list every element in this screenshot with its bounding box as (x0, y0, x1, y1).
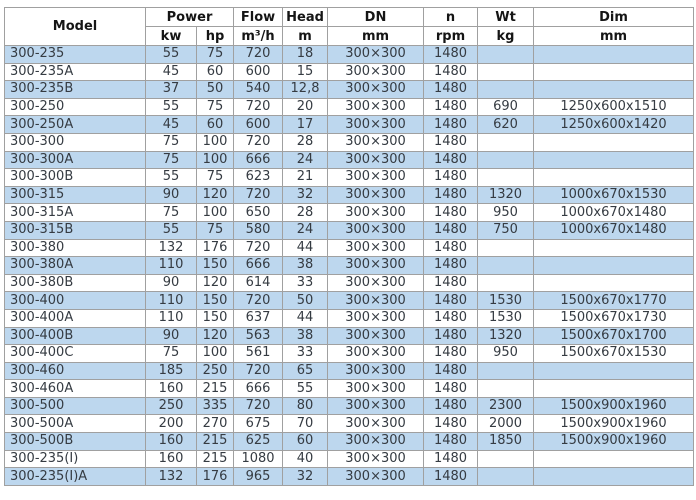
table-row (5, 133, 694, 151)
cell-rpm: 1480 (424, 450, 478, 468)
header-n: n (424, 8, 478, 27)
table-row (5, 221, 694, 239)
cell-power-kw: 250 (146, 397, 197, 415)
cell-model: 300-235 (5, 46, 146, 64)
cell-dim (534, 468, 694, 486)
cell-head: 15 (283, 63, 328, 81)
cell-wt (478, 81, 534, 99)
cell-dn: 300×300 (328, 81, 424, 99)
cell-dim (534, 239, 694, 257)
cell-wt: 1320 (478, 327, 534, 345)
cell-head: 17 (283, 116, 328, 134)
cell-model: 300-400A (5, 309, 146, 327)
cell-power-hp: 75 (197, 169, 234, 187)
cell-rpm: 1480 (424, 133, 478, 151)
cell-dn: 300×300 (328, 380, 424, 398)
cell-power-hp: 100 (197, 133, 234, 151)
cell-head: 18 (283, 46, 328, 64)
cell-dim (534, 362, 694, 380)
cell-rpm: 1480 (424, 327, 478, 345)
cell-wt (478, 468, 534, 486)
cell-power-hp: 120 (197, 327, 234, 345)
table-row (5, 116, 694, 134)
header-flow-unit: m³/h (234, 27, 283, 46)
cell-dim (534, 151, 694, 169)
cell-power-kw: 37 (146, 81, 197, 99)
table-row (5, 274, 694, 292)
cell-power-hp: 100 (197, 345, 234, 363)
cell-dim: 1000x670x1530 (534, 186, 694, 204)
cell-head: 40 (283, 450, 328, 468)
cell-power-kw: 90 (146, 274, 197, 292)
cell-wt: 620 (478, 116, 534, 134)
cell-flow: 637 (234, 309, 283, 327)
cell-flow: 720 (234, 292, 283, 310)
cell-power-hp: 75 (197, 46, 234, 64)
cell-head: 24 (283, 151, 328, 169)
cell-wt: 750 (478, 221, 534, 239)
table-row (5, 450, 694, 468)
table-row (5, 204, 694, 222)
cell-power-kw: 185 (146, 362, 197, 380)
header-power-hp: hp (197, 27, 234, 46)
cell-rpm: 1480 (424, 63, 478, 81)
cell-wt (478, 151, 534, 169)
cell-rpm: 1480 (424, 415, 478, 433)
cell-head: 44 (283, 239, 328, 257)
cell-model: 300-460 (5, 362, 146, 380)
cell-model: 300-235(I)A (5, 468, 146, 486)
cell-head: 21 (283, 169, 328, 187)
cell-model: 300-400 (5, 292, 146, 310)
cell-model: 300-315A (5, 204, 146, 222)
cell-flow: 720 (234, 46, 283, 64)
cell-wt (478, 450, 534, 468)
cell-wt (478, 46, 534, 64)
table-row (5, 397, 694, 415)
cell-wt: 950 (478, 204, 534, 222)
cell-power-kw: 160 (146, 450, 197, 468)
cell-power-kw: 90 (146, 186, 197, 204)
cell-power-hp: 50 (197, 81, 234, 99)
cell-power-kw: 55 (146, 221, 197, 239)
cell-dn: 300×300 (328, 257, 424, 275)
cell-dim: 1500x900x1960 (534, 415, 694, 433)
cell-dim: 1000x670x1480 (534, 204, 694, 222)
cell-head: 38 (283, 257, 328, 275)
cell-power-kw: 55 (146, 169, 197, 187)
table-row (5, 345, 694, 363)
header-dn-unit: mm (328, 27, 424, 46)
header-dn: DN (328, 8, 424, 27)
cell-rpm: 1480 (424, 274, 478, 292)
cell-flow: 666 (234, 151, 283, 169)
cell-power-kw: 160 (146, 380, 197, 398)
table-row (5, 169, 694, 187)
table-row (5, 380, 694, 398)
cell-power-hp: 60 (197, 116, 234, 134)
cell-head: 80 (283, 397, 328, 415)
cell-rpm: 1480 (424, 46, 478, 64)
cell-power-kw: 55 (146, 98, 197, 116)
cell-wt (478, 133, 534, 151)
header-flow: Flow (234, 8, 283, 27)
cell-model: 300-380A (5, 257, 146, 275)
cell-wt (478, 239, 534, 257)
cell-power-kw: 132 (146, 468, 197, 486)
cell-power-hp: 100 (197, 151, 234, 169)
header-wt: Wt (478, 8, 534, 27)
cell-power-kw: 200 (146, 415, 197, 433)
cell-power-hp: 176 (197, 239, 234, 257)
cell-dn: 300×300 (328, 46, 424, 64)
cell-power-hp: 120 (197, 274, 234, 292)
cell-flow: 625 (234, 433, 283, 451)
cell-power-hp: 250 (197, 362, 234, 380)
cell-head: 33 (283, 345, 328, 363)
cell-flow: 580 (234, 221, 283, 239)
cell-dn: 300×300 (328, 221, 424, 239)
header-power-kw: kw (146, 27, 197, 46)
cell-dn: 300×300 (328, 397, 424, 415)
header-dim: Dim (534, 8, 694, 27)
cell-power-hp: 100 (197, 204, 234, 222)
cell-wt: 1850 (478, 433, 534, 451)
cell-power-hp: 120 (197, 186, 234, 204)
pump-spec-table (4, 7, 694, 486)
cell-power-kw: 55 (146, 46, 197, 64)
table-row (5, 46, 694, 64)
cell-power-kw: 132 (146, 239, 197, 257)
cell-dim: 1500x670x1770 (534, 292, 694, 310)
cell-wt (478, 257, 534, 275)
cell-dim: 1500x900x1960 (534, 433, 694, 451)
cell-dn: 300×300 (328, 186, 424, 204)
table-row (5, 63, 694, 81)
cell-model: 300-300B (5, 169, 146, 187)
cell-flow: 666 (234, 257, 283, 275)
cell-model: 300-235B (5, 81, 146, 99)
cell-dim (534, 81, 694, 99)
cell-power-hp: 215 (197, 450, 234, 468)
cell-dn: 300×300 (328, 345, 424, 363)
cell-power-kw: 110 (146, 309, 197, 327)
table-row (5, 239, 694, 257)
cell-head: 28 (283, 204, 328, 222)
cell-rpm: 1480 (424, 380, 478, 398)
header-n-unit: rpm (424, 27, 478, 46)
table-row (5, 362, 694, 380)
cell-dn: 300×300 (328, 468, 424, 486)
cell-flow: 623 (234, 169, 283, 187)
cell-rpm: 1480 (424, 239, 478, 257)
cell-flow: 720 (234, 397, 283, 415)
table-row (5, 309, 694, 327)
cell-dn: 300×300 (328, 362, 424, 380)
cell-dim (534, 450, 694, 468)
cell-dim: 1250x600x1510 (534, 98, 694, 116)
header-head-unit: m (283, 27, 328, 46)
cell-power-hp: 215 (197, 380, 234, 398)
cell-dn: 300×300 (328, 169, 424, 187)
cell-wt: 690 (478, 98, 534, 116)
header-model: Model (5, 8, 146, 46)
cell-power-kw: 160 (146, 433, 197, 451)
table-row (5, 81, 694, 99)
cell-flow: 965 (234, 468, 283, 486)
cell-dim: 1500x670x1730 (534, 309, 694, 327)
header-dim-unit: mm (534, 27, 694, 46)
cell-rpm: 1480 (424, 257, 478, 275)
cell-flow: 563 (234, 327, 283, 345)
cell-rpm: 1480 (424, 116, 478, 134)
cell-model: 300-380 (5, 239, 146, 257)
cell-wt (478, 169, 534, 187)
cell-wt: 1530 (478, 292, 534, 310)
cell-flow: 540 (234, 81, 283, 99)
cell-dim (534, 257, 694, 275)
cell-power-hp: 270 (197, 415, 234, 433)
cell-flow: 720 (234, 362, 283, 380)
cell-rpm: 1480 (424, 151, 478, 169)
cell-rpm: 1480 (424, 468, 478, 486)
cell-flow: 600 (234, 116, 283, 134)
cell-dn: 300×300 (328, 239, 424, 257)
cell-head: 33 (283, 274, 328, 292)
cell-model: 300-315B (5, 221, 146, 239)
cell-dim (534, 46, 694, 64)
cell-rpm: 1480 (424, 309, 478, 327)
table-row (5, 327, 694, 345)
cell-rpm: 1480 (424, 186, 478, 204)
cell-rpm: 1480 (424, 397, 478, 415)
cell-wt: 2000 (478, 415, 534, 433)
table-row (5, 292, 694, 310)
cell-dn: 300×300 (328, 450, 424, 468)
cell-flow: 600 (234, 63, 283, 81)
cell-rpm: 1480 (424, 204, 478, 222)
cell-power-kw: 110 (146, 292, 197, 310)
cell-model: 300-250 (5, 98, 146, 116)
cell-dim: 1250x600x1420 (534, 116, 694, 134)
cell-dim (534, 133, 694, 151)
cell-power-hp: 150 (197, 257, 234, 275)
cell-flow: 614 (234, 274, 283, 292)
cell-dn: 300×300 (328, 116, 424, 134)
cell-dn: 300×300 (328, 327, 424, 345)
cell-model: 300-380B (5, 274, 146, 292)
cell-rpm: 1480 (424, 169, 478, 187)
cell-power-kw: 110 (146, 257, 197, 275)
cell-head: 60 (283, 433, 328, 451)
cell-power-kw: 75 (146, 133, 197, 151)
cell-rpm: 1480 (424, 292, 478, 310)
cell-wt: 2300 (478, 397, 534, 415)
cell-flow: 720 (234, 133, 283, 151)
cell-model: 300-300A (5, 151, 146, 169)
cell-dim: 1500x670x1700 (534, 327, 694, 345)
cell-flow: 720 (234, 98, 283, 116)
cell-power-hp: 176 (197, 468, 234, 486)
cell-power-hp: 60 (197, 63, 234, 81)
cell-model: 300-300 (5, 133, 146, 151)
cell-head: 24 (283, 221, 328, 239)
cell-dn: 300×300 (328, 98, 424, 116)
cell-head: 12,8 (283, 81, 328, 99)
table-body (5, 46, 694, 486)
cell-rpm: 1480 (424, 362, 478, 380)
cell-model: 300-315 (5, 186, 146, 204)
cell-head: 70 (283, 415, 328, 433)
cell-dn: 300×300 (328, 415, 424, 433)
cell-dim (534, 169, 694, 187)
cell-dn: 300×300 (328, 309, 424, 327)
table-row (5, 257, 694, 275)
header-row-main (5, 8, 694, 27)
cell-model: 300-500B (5, 433, 146, 451)
cell-flow: 561 (234, 345, 283, 363)
cell-rpm: 1480 (424, 81, 478, 99)
cell-head: 20 (283, 98, 328, 116)
cell-flow: 720 (234, 186, 283, 204)
cell-wt (478, 380, 534, 398)
table-row (5, 186, 694, 204)
cell-dn: 300×300 (328, 204, 424, 222)
table-row (5, 468, 694, 486)
cell-dim (534, 274, 694, 292)
cell-flow: 666 (234, 380, 283, 398)
cell-dim: 1500x670x1530 (534, 345, 694, 363)
cell-model: 300-500A (5, 415, 146, 433)
cell-flow: 650 (234, 204, 283, 222)
table-row (5, 433, 694, 451)
cell-wt: 1530 (478, 309, 534, 327)
table-row (5, 415, 694, 433)
header-wt-unit: kg (478, 27, 534, 46)
cell-head: 55 (283, 380, 328, 398)
cell-dn: 300×300 (328, 151, 424, 169)
cell-wt: 950 (478, 345, 534, 363)
cell-model: 300-235(I) (5, 450, 146, 468)
header-power: Power (146, 8, 234, 27)
cell-head: 50 (283, 292, 328, 310)
cell-head: 65 (283, 362, 328, 380)
cell-dn: 300×300 (328, 63, 424, 81)
cell-wt (478, 63, 534, 81)
cell-dim (534, 380, 694, 398)
cell-model: 300-460A (5, 380, 146, 398)
table-row (5, 151, 694, 169)
cell-power-kw: 45 (146, 63, 197, 81)
cell-model: 300-400C (5, 345, 146, 363)
cell-power-kw: 75 (146, 204, 197, 222)
cell-rpm: 1480 (424, 221, 478, 239)
cell-power-hp: 75 (197, 98, 234, 116)
cell-power-kw: 75 (146, 345, 197, 363)
cell-model: 300-400B (5, 327, 146, 345)
cell-dn: 300×300 (328, 292, 424, 310)
cell-power-hp: 150 (197, 309, 234, 327)
cell-head: 28 (283, 133, 328, 151)
cell-dim: 1000x670x1480 (534, 221, 694, 239)
cell-dim (534, 63, 694, 81)
cell-head: 32 (283, 468, 328, 486)
cell-model: 300-250A (5, 116, 146, 134)
table-header (5, 8, 694, 46)
cell-power-kw: 45 (146, 116, 197, 134)
cell-power-kw: 90 (146, 327, 197, 345)
cell-model: 300-235A (5, 63, 146, 81)
cell-head: 44 (283, 309, 328, 327)
cell-flow: 720 (234, 239, 283, 257)
cell-power-hp: 215 (197, 433, 234, 451)
cell-dn: 300×300 (328, 133, 424, 151)
cell-head: 32 (283, 186, 328, 204)
cell-dn: 300×300 (328, 433, 424, 451)
cell-power-kw: 75 (146, 151, 197, 169)
cell-power-hp: 75 (197, 221, 234, 239)
table-row (5, 98, 694, 116)
cell-flow: 675 (234, 415, 283, 433)
cell-model: 300-500 (5, 397, 146, 415)
cell-flow: 1080 (234, 450, 283, 468)
cell-head: 38 (283, 327, 328, 345)
cell-wt (478, 362, 534, 380)
cell-rpm: 1480 (424, 98, 478, 116)
cell-rpm: 1480 (424, 345, 478, 363)
cell-wt (478, 274, 534, 292)
cell-wt: 1320 (478, 186, 534, 204)
header-head: Head (283, 8, 328, 27)
cell-dn: 300×300 (328, 274, 424, 292)
cell-dim: 1500x900x1960 (534, 397, 694, 415)
cell-power-hp: 150 (197, 292, 234, 310)
cell-power-hp: 335 (197, 397, 234, 415)
cell-rpm: 1480 (424, 433, 478, 451)
